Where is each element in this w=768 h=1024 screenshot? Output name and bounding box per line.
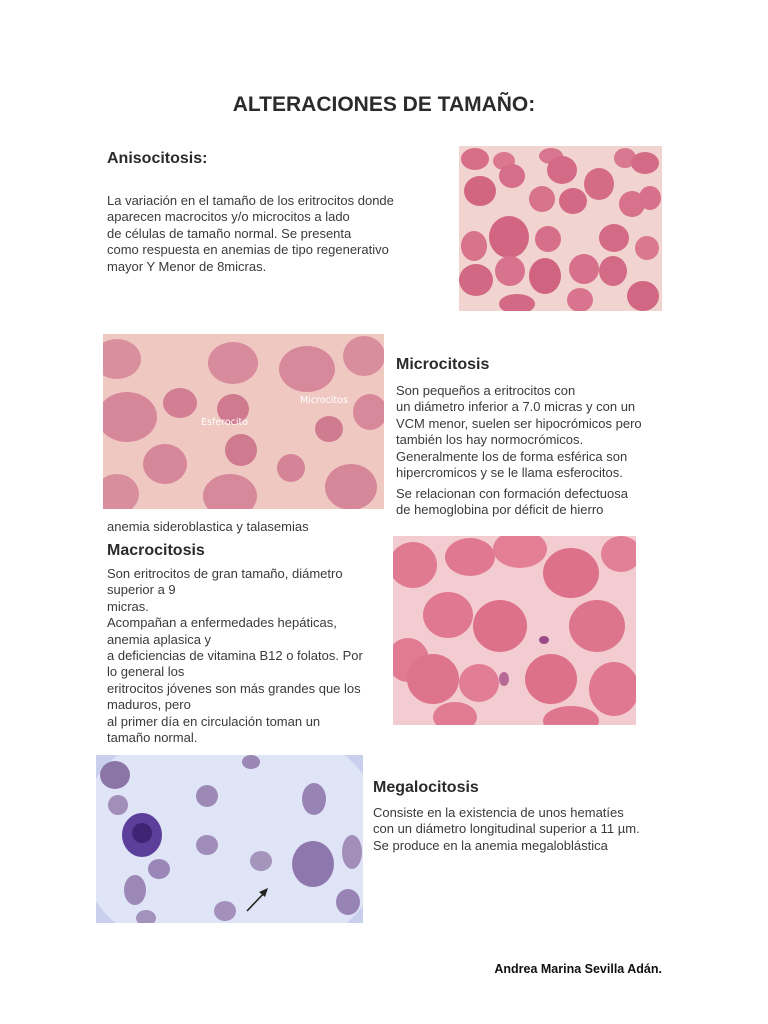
macrocitosis-text: Son eritrocitos de gran tamaño, diámetro superior a 9 micras. Acompañan a enfermedades hepáticas, anemia aplasica y a deficiencias de vitamina B12 o folatos. Por lo general los eritrocitos jóvenes son más grandes que los maduros, pero al primer día en circulación toman un tamaño normal. [107,566,363,746]
microcitosis-image [103,334,384,509]
esferocito-label: Esferocito [201,417,249,428]
microcitosis-text-2: Se relacionan con formación defectuosa de hemoglobina por déficit de hierro [396,486,628,518]
microcitos-label: Microcitos [300,395,348,406]
megalocitosis-heading: Megalocitosis [373,779,479,796]
microcitosis-continuation: anemia sideroblastica y talasemias [107,519,309,534]
author-name: Andrea Marina Sevilla Adán. [494,962,662,976]
arrow-icon [244,885,274,915]
macrocitosis-heading: Macrocitosis [107,542,205,559]
microcitosis-heading: Microcitosis [396,356,490,373]
page-title: ALTERACIONES DE TAMAÑO: [232,93,536,116]
microcitosis-text: Son pequeños a eritrocitos con un diámetro inferior a 7.0 micras y con un VCM menor, suelen ser hipocrómicos pero también los hay normocrómicos. Generalmente los de forma esférica son hipercromicos y se le llama esferocitos. [396,383,642,481]
megalocitosis-text: Consiste en la existencia de unos hematíes con un diámetro longitudinal superior a 11 µm. Se produce en la anemia megaloblástica [373,805,640,853]
anisocitosis-image [459,146,662,311]
macrocitosis-image [393,536,636,725]
anisocitosis-text: La variación en el tamaño de los eritrocitos donde aparecen macrocitos y/o microcitos a lado de células de tamaño normal. Se presenta como respuesta en anemias de tipo regenerativo mayor Y Menor de 8micras. [107,193,394,274]
megalocitosis-image [96,755,363,923]
anisocitosis-heading: Anisocitosis: [107,150,208,167]
